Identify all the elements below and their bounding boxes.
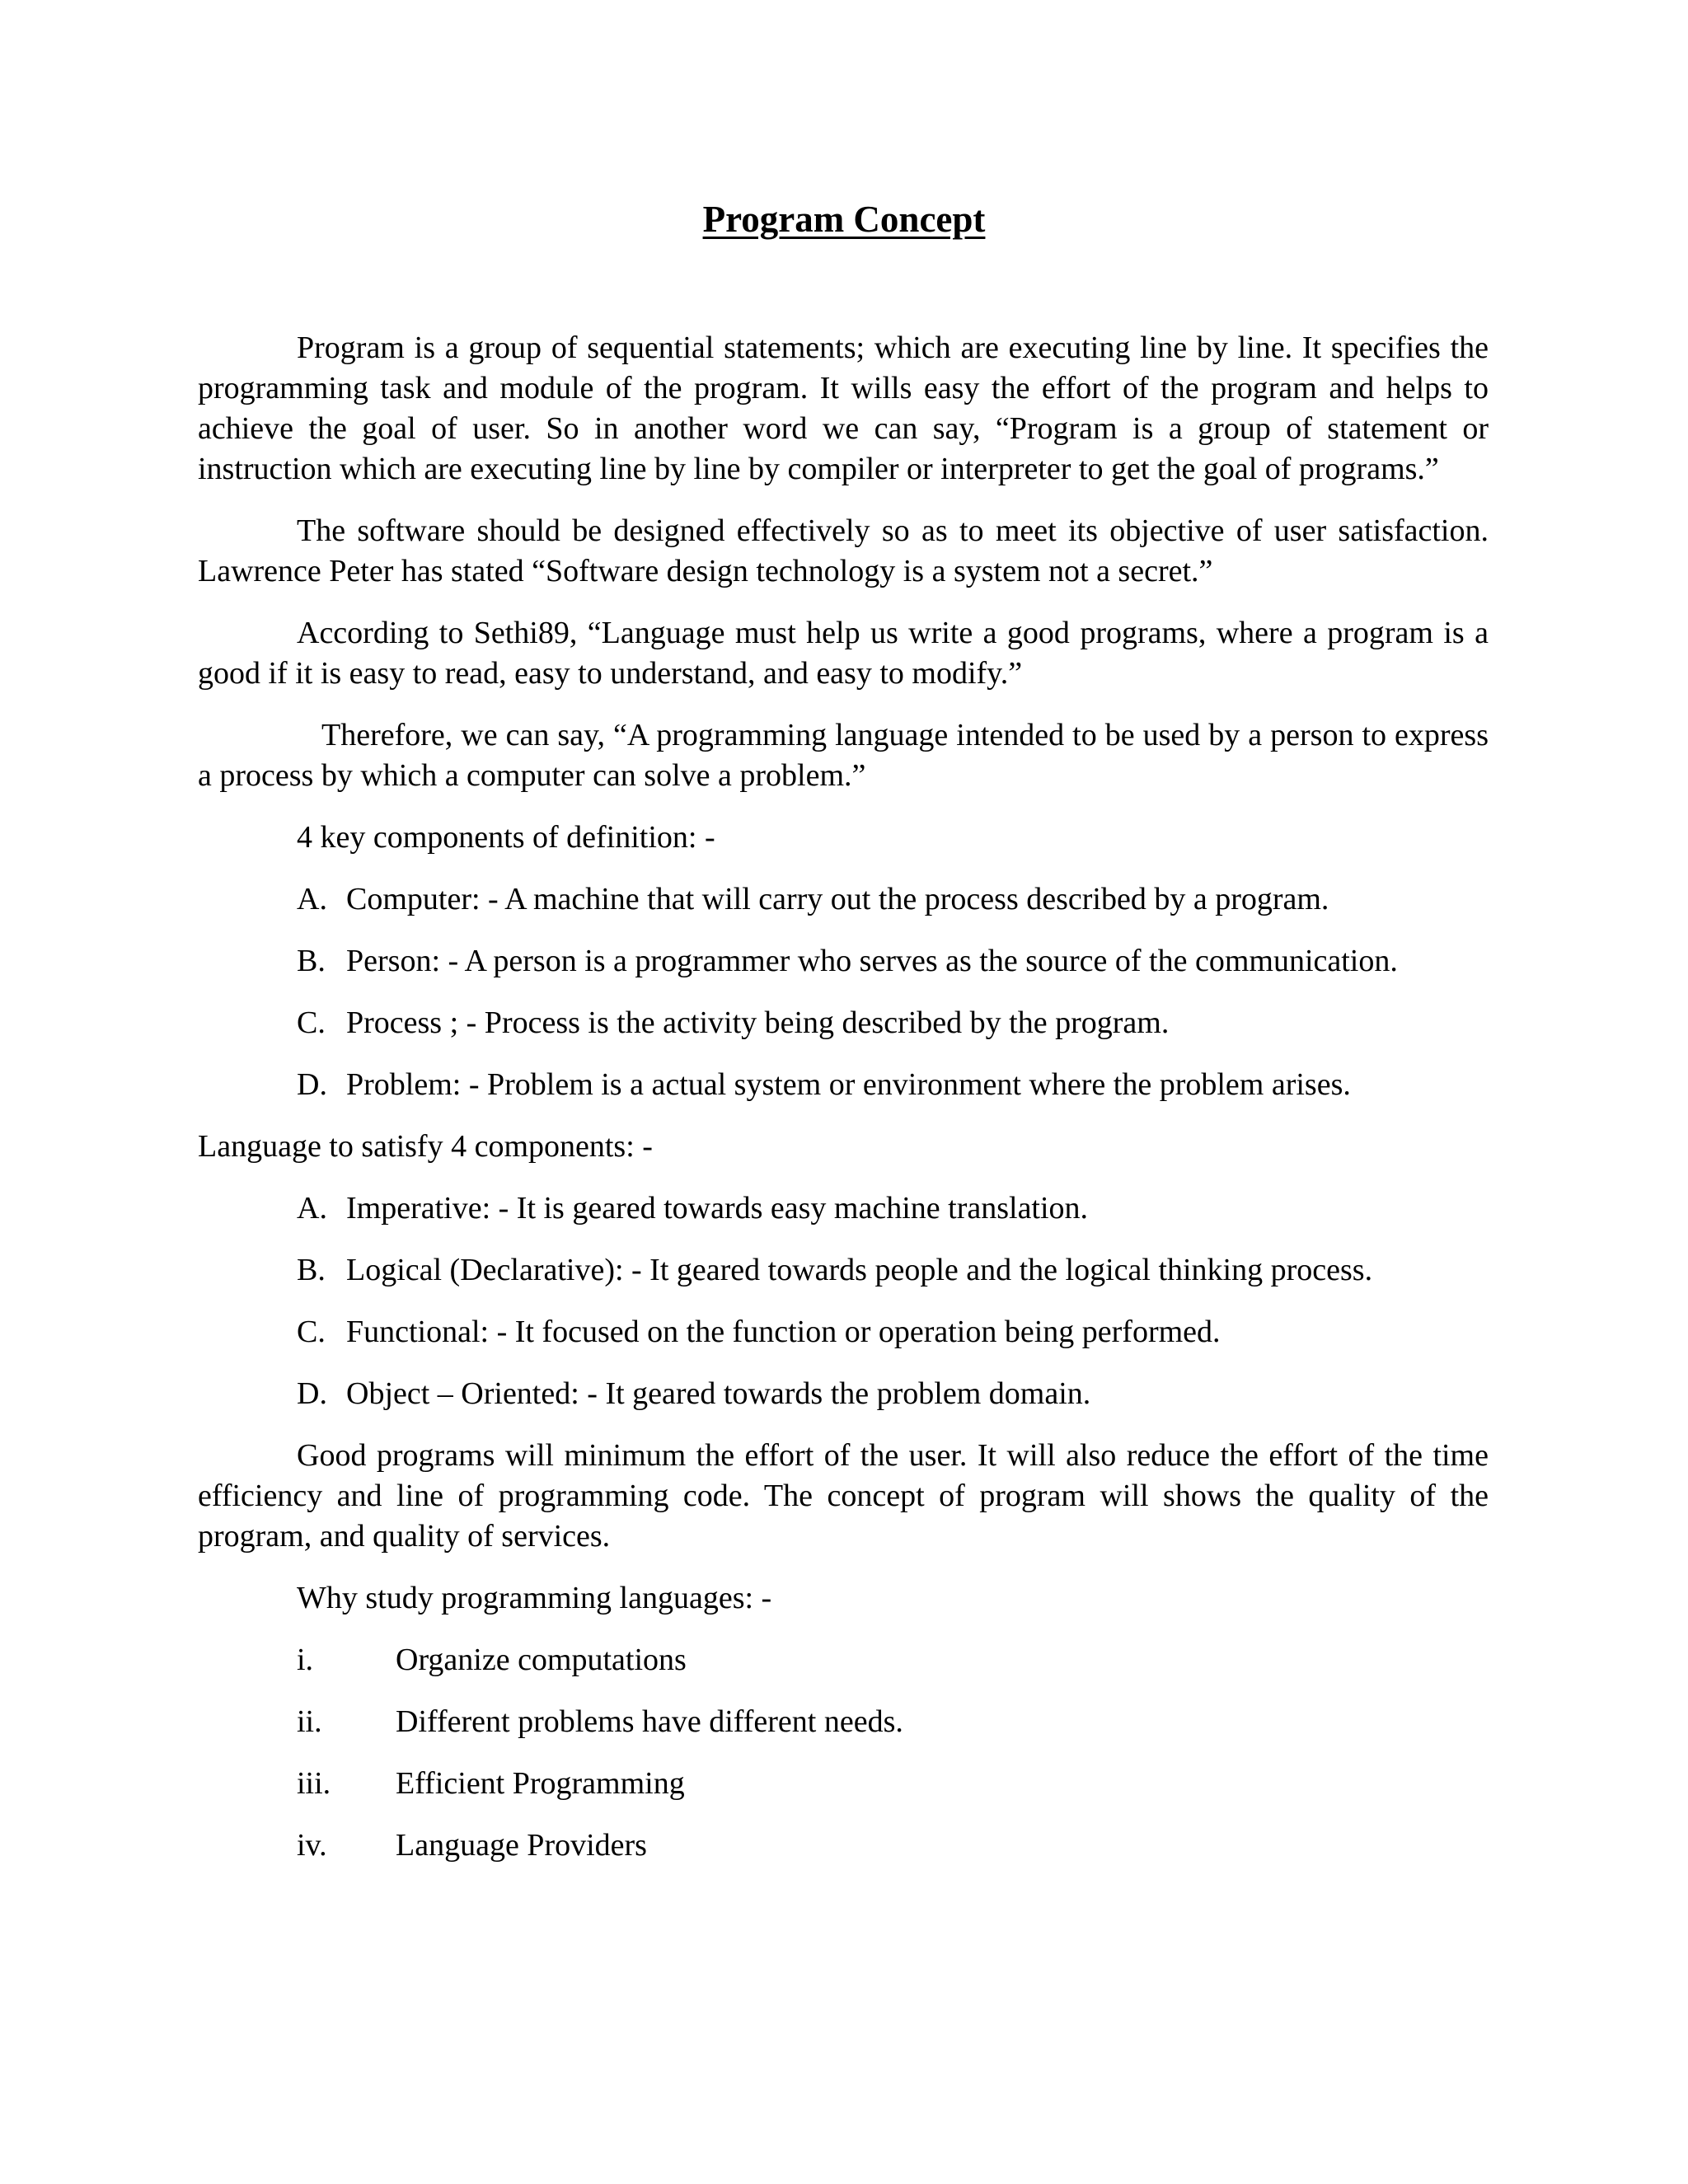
list-item xyxy=(297,1640,1489,1680)
list-item-text: Process ; - Process is the activity being described by the program. xyxy=(346,1005,1170,1040)
language-components-list xyxy=(198,1188,1489,1414)
language-components-heading: Language to satisfy 4 components: - xyxy=(198,1129,653,1164)
list-marker: B. xyxy=(297,1253,326,1287)
document-body xyxy=(198,328,1489,1887)
list-item xyxy=(297,1003,1489,1043)
key-components-list xyxy=(198,879,1489,1105)
page-title: Program Concept xyxy=(702,199,986,240)
paragraph-software-design: The software should be designed effectively so as to meet its objective of user satisfaction. Lawrence Peter has stated “Software design technology is a system not a secret.” xyxy=(198,513,1489,588)
list-marker: A. xyxy=(297,1191,327,1226)
list-item xyxy=(297,1825,1489,1866)
list-item xyxy=(297,1250,1489,1291)
list-item-text: Logical (Declarative): - It geared towards people and the logical thinking process. xyxy=(346,1253,1373,1287)
list-item-text: Problem: - Problem is a actual system or environment where the problem arises. xyxy=(346,1067,1351,1102)
list-item-text: Functional: - It focused on the function or operation being performed. xyxy=(346,1315,1221,1349)
list-item xyxy=(297,1188,1489,1229)
list-item-text: Efficient Programming xyxy=(396,1766,685,1801)
list-marker: C. xyxy=(297,1005,326,1040)
list-item-text: Person: - A person is a programmer who serves as the source of the communication. xyxy=(346,944,1398,978)
list-marker: B. xyxy=(297,944,326,978)
list-marker: ii. xyxy=(297,1704,322,1739)
list-item-text: Imperative: - It is geared towards easy machine translation. xyxy=(346,1191,1089,1226)
list-item-text: Language Providers xyxy=(396,1828,647,1863)
list-item xyxy=(297,1374,1489,1414)
key-components-heading: 4 key components of definition: - xyxy=(297,820,715,855)
why-study-heading: Why study programming languages: - xyxy=(297,1581,772,1615)
paragraph-sethi-quote: According to Sethi89, “Language must help us write a good programs, where a program is a good if it is easy to read, easy to understand, and easy to modify.” xyxy=(198,616,1489,691)
list-marker: D. xyxy=(297,1067,327,1102)
paragraph-good-programs: Good programs will minimum the effort of the user. It will also reduce the effort of the time efficiency and line of programming code. The concept of program will shows the quality of the program, and quality of services. xyxy=(198,1438,1489,1554)
list-item-text: Organize computations xyxy=(396,1643,687,1677)
list-item xyxy=(297,1764,1489,1804)
list-item xyxy=(297,1312,1489,1352)
list-item xyxy=(297,879,1489,920)
list-marker: A. xyxy=(297,882,327,916)
list-marker: i. xyxy=(297,1643,314,1677)
why-study-list xyxy=(198,1640,1489,1866)
list-item-text: Different problems have different needs. xyxy=(396,1704,903,1739)
list-marker: iv. xyxy=(297,1828,327,1863)
paragraph-program-definition: Program is a group of sequential statements; which are executing line by line. It specifies the programming task and module of the program. It wills easy the effort of the program and helps to achieve the goal of user. So in another word we can say, “Program is a group of statement or instruction which are executing line by line by compiler or interpreter to get the goal of programs.” xyxy=(198,330,1489,486)
list-item xyxy=(297,1702,1489,1742)
list-marker: D. xyxy=(297,1376,327,1411)
list-item xyxy=(297,1065,1489,1105)
list-item-text: Object – Oriented: - It geared towards the problem domain. xyxy=(346,1376,1091,1411)
list-item-text: Computer: - A machine that will carry out the process described by a program. xyxy=(346,882,1329,916)
list-marker: C. xyxy=(297,1315,326,1349)
list-item xyxy=(297,941,1489,982)
list-marker: iii. xyxy=(297,1766,331,1801)
paragraph-programming-language: Therefore, we can say, “A programming language intended to be used by a person to express a process by which a computer can solve a problem.” xyxy=(198,718,1489,793)
